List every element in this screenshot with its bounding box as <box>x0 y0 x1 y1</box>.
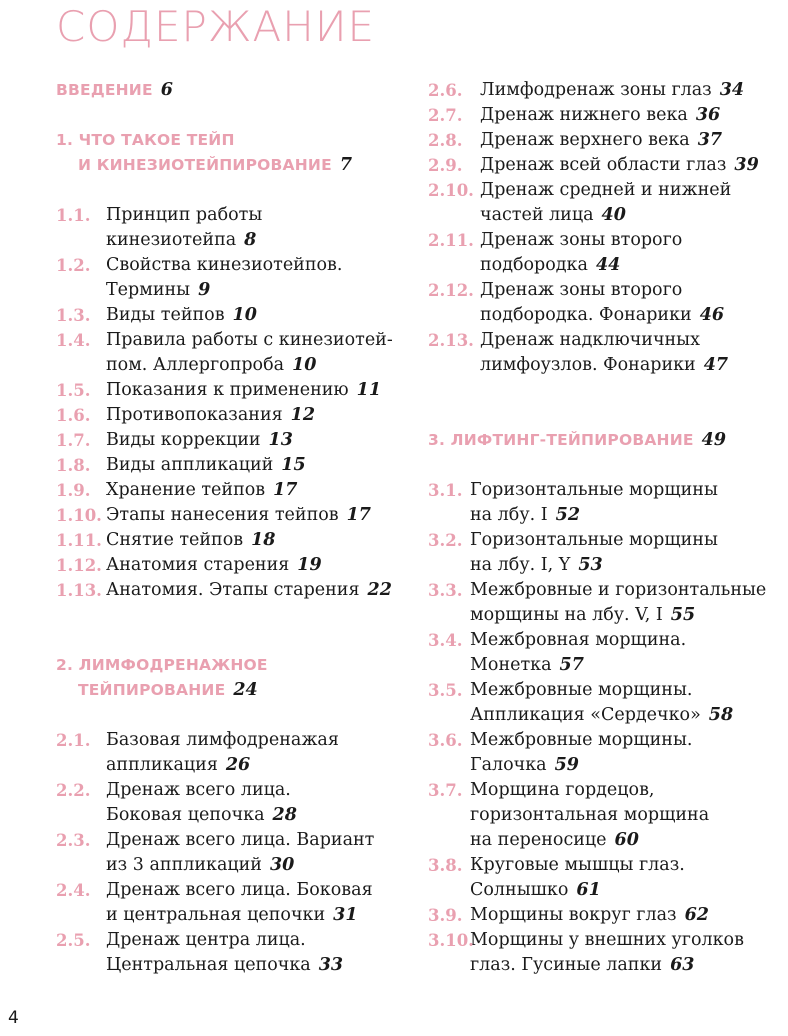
toc-page-number: 26 <box>225 755 251 775</box>
toc-entry[interactable] <box>428 328 783 378</box>
toc-entry-line <box>428 353 783 378</box>
toc-page-number: 40 <box>601 205 626 225</box>
toc-page-number: 11 <box>356 380 382 400</box>
toc-entry-title: Виды тейпов <box>106 305 225 325</box>
toc-entry-line <box>56 878 401 903</box>
toc-entry[interactable] <box>428 778 783 853</box>
toc-entry[interactable] <box>56 828 401 878</box>
toc-entry-line <box>428 728 783 753</box>
toc-entry-line <box>56 478 401 503</box>
toc-entry-title: аппликация <box>106 755 218 775</box>
toc-section-2-heading[interactable]: 2. ЛИМФОДРЕНАЖНОЕ <box>56 656 268 674</box>
toc-entry-line <box>428 153 783 178</box>
toc-entry-title: пом. Аллергопроба <box>106 355 285 375</box>
toc-entry-title: горизонтальная морщина <box>470 805 710 825</box>
toc-entry-number: 1.10. <box>56 506 102 525</box>
toc-section-2-heading-cont[interactable]: ТЕЙПИРОВАНИЕ 24 <box>78 680 258 700</box>
toc-entry-line <box>428 503 783 528</box>
toc-entry-title: Межбровная морщина. <box>470 630 687 650</box>
toc-entry-number: 1.7. <box>56 431 91 450</box>
toc-entry-title: Дренаж всего лица. Вариант <box>106 830 375 850</box>
toc-entry-line <box>428 878 783 903</box>
toc-entry-line <box>56 228 401 253</box>
toc-page-number: 19 <box>297 555 322 575</box>
toc-page-number: 61 <box>576 880 601 900</box>
toc-entry-line <box>428 753 783 778</box>
toc-entry-title: Правила работы с кинезиотей- <box>106 330 393 350</box>
page-number: 4 <box>8 1008 19 1028</box>
toc-entry-number: 3.2. <box>428 531 463 550</box>
toc-entry[interactable] <box>56 328 401 378</box>
toc-entry-title: Дренаж зоны второго <box>480 280 683 300</box>
page-title: СОДЕРЖАНИЕ <box>56 2 376 51</box>
toc-entry[interactable] <box>56 253 401 303</box>
toc-page-number: 8 <box>244 230 257 250</box>
toc-entry-number: 1.6. <box>56 406 91 425</box>
toc-entry-title: морщины на лбу. V, I <box>470 605 663 625</box>
toc-page-number: 59 <box>554 755 579 775</box>
toc-page-number: 17 <box>273 480 298 500</box>
toc-entry-number: 1.13. <box>56 581 102 600</box>
toc-entry-title: Морщина гордецов, <box>470 780 655 800</box>
toc-section-1-heading-cont[interactable]: И КИНЕЗИОТЕЙПИРОВАНИЕ 7 <box>78 155 353 175</box>
toc-entry-line <box>56 903 401 928</box>
toc-entry-line <box>56 378 401 403</box>
toc-entry-title: Анатомия. Этапы старения <box>106 580 360 600</box>
toc-entry-line <box>56 728 401 753</box>
toc-entry-number: 2.9. <box>428 156 463 175</box>
toc-entry[interactable] <box>56 378 401 403</box>
toc-entry-line <box>428 78 783 103</box>
toc-intro-label: ВВЕДЕНИЕ <box>56 81 153 99</box>
toc-entry-number: 3.3. <box>428 581 463 600</box>
toc-entry-line <box>428 478 783 503</box>
toc-entry-number: 3.1. <box>428 481 463 500</box>
toc-entry-number: 2.3. <box>56 831 91 850</box>
toc-entry-title: Горизонтальные морщины <box>470 480 718 500</box>
toc-entry[interactable] <box>428 853 783 903</box>
toc-entry[interactable] <box>56 578 401 603</box>
toc-entry[interactable] <box>428 103 783 128</box>
toc-entry-title: Дренаж зоны второго <box>480 230 683 250</box>
toc-entry-number: 2.6. <box>428 81 463 100</box>
toc-entry[interactable] <box>56 303 401 328</box>
toc-entry-line <box>428 303 783 328</box>
toc-page-number: 57 <box>559 655 584 675</box>
toc-page-number: 10 <box>292 355 317 375</box>
toc-entry-line <box>428 578 783 603</box>
toc-page-number: 7 <box>339 155 353 175</box>
toc-entry[interactable] <box>56 503 401 528</box>
toc-entry[interactable] <box>428 578 783 628</box>
toc-entry-number: 2.8. <box>428 131 463 150</box>
toc-entry-line <box>56 553 401 578</box>
toc-entry[interactable] <box>428 278 783 328</box>
toc-page-number: 28 <box>272 805 297 825</box>
toc-page-number: 18 <box>251 530 276 550</box>
toc-entry-line <box>428 928 783 953</box>
toc-page-number: 46 <box>699 305 725 325</box>
toc-page-number: 34 <box>719 80 745 100</box>
toc-entry-title: Боковая цепочка <box>106 805 265 825</box>
toc-page-number: 30 <box>269 855 295 875</box>
toc-column-left <box>56 78 401 978</box>
toc-entry-title: на лбу. I, Y <box>470 555 571 575</box>
toc-page-number: 17 <box>346 505 371 525</box>
toc-entry-title: Свойства кинезиотейпов. <box>106 255 343 275</box>
toc-entry-number: 1.9. <box>56 481 91 500</box>
toc-entry-number: 2.1. <box>56 731 91 750</box>
toc-entry[interactable] <box>56 878 401 928</box>
toc-section-3-items <box>428 478 783 978</box>
toc-page-number: 47 <box>703 355 729 375</box>
toc-entry-title: Аппликация «Сердечко» <box>470 705 701 725</box>
toc-entry-line <box>428 278 783 303</box>
toc-entry-title: Морщины у внешних уголков <box>470 930 744 950</box>
toc-entry-title: Принцип работы <box>106 205 263 225</box>
toc-entry-number: 1.3. <box>56 306 91 325</box>
toc-page-number: 12 <box>290 405 316 425</box>
toc-entry[interactable] <box>56 553 401 578</box>
toc-entry-line <box>428 178 783 203</box>
toc-entry-title: Дренаж средней и нижней <box>480 180 732 200</box>
toc-entry-number: 2.4. <box>56 881 91 900</box>
toc-page-number: 58 <box>708 705 734 725</box>
toc-entry[interactable] <box>428 903 783 928</box>
toc-entry[interactable] <box>56 928 401 978</box>
toc-section-2-items-left <box>56 728 401 978</box>
toc-entry-line <box>428 528 783 553</box>
toc-page-number: 55 <box>670 605 696 625</box>
toc-entry-line <box>56 453 401 478</box>
toc-entry-title: Дренаж центра лица. <box>106 930 306 950</box>
toc-entry-title: Снятие тейпов <box>106 530 244 550</box>
toc-page-number: 22 <box>367 580 392 600</box>
toc-entry-number: 3.7. <box>428 781 463 800</box>
toc-page-number: 6 <box>160 80 173 100</box>
toc-entry-line <box>56 403 401 428</box>
toc-entry-line <box>428 903 783 928</box>
toc-entry-title: на лбу. I <box>470 505 548 525</box>
toc-intro[interactable] <box>56 78 401 103</box>
toc-entry[interactable] <box>56 403 401 428</box>
toc-page-number: 36 <box>695 105 721 125</box>
toc-entry-title: частей лица <box>480 205 594 225</box>
toc-entry-line <box>428 253 783 278</box>
toc-entry-line <box>56 253 401 278</box>
toc-entry-line <box>56 528 401 553</box>
toc-entry-title: Дренаж всего лица. Боковая <box>106 880 373 900</box>
toc-entry-line <box>56 928 401 953</box>
toc-entry-title: подбородка <box>480 255 588 275</box>
toc-entry-title: Противопоказания <box>106 405 283 425</box>
toc-entry-number: 2.2. <box>56 781 91 800</box>
toc-section-3-heading[interactable]: 3. ЛИФТИНГ-ТЕЙПИРОВАНИЕ 49 <box>428 430 727 450</box>
toc-entry-number: 3.6. <box>428 731 463 750</box>
toc-page-number: 52 <box>555 505 581 525</box>
toc-entry-line <box>56 278 401 303</box>
toc-entry-title: Термины <box>106 280 191 300</box>
toc-entry-line <box>428 603 783 628</box>
toc-page-number: 60 <box>614 830 639 850</box>
toc-entry-title: Виды коррекции <box>106 430 261 450</box>
toc-entry-title: Дренаж нижнего века <box>480 105 688 125</box>
toc-page-number: 44 <box>595 255 621 275</box>
toc-entry-title: Лимфодренаж зоны глаз <box>480 80 712 100</box>
toc-entry-title: из 3 аппликаций <box>106 855 262 875</box>
toc-entry[interactable] <box>428 128 783 153</box>
toc-entry-line <box>56 828 401 853</box>
toc-entry-title: Базовая лимфодренажая <box>106 730 339 750</box>
toc-entry-line <box>428 203 783 228</box>
toc-section-2-items-right <box>428 78 783 378</box>
toc-entry-line <box>428 678 783 703</box>
toc-entry[interactable] <box>428 728 783 778</box>
toc-entry-title: Дренаж всей области глаз <box>480 155 727 175</box>
toc-entry-number: 1.12. <box>56 556 102 575</box>
toc-entry-title: Дренаж всего лица. <box>106 780 291 800</box>
toc-entry-number: 2.7. <box>428 106 463 125</box>
toc-entry-number: 3.8. <box>428 856 463 875</box>
toc-entry-title: и центральная цепочки <box>106 905 326 925</box>
toc-entry[interactable] <box>428 628 783 678</box>
toc-entry[interactable] <box>56 428 401 453</box>
toc-entry-line <box>428 228 783 253</box>
toc-entry[interactable] <box>56 478 401 503</box>
toc-entry-title: Виды аппликаций <box>106 455 274 475</box>
toc-entry-number: 2.5. <box>56 931 91 950</box>
toc-entry-line <box>428 653 783 678</box>
toc-entry-line <box>428 828 783 853</box>
toc-entry-line <box>56 203 401 228</box>
toc-entry-title: глаз. Гусиные лапки <box>470 955 663 975</box>
toc-entry-title: Межбровные морщины. <box>470 680 693 700</box>
toc-entry-line <box>428 128 783 153</box>
toc-entry-line <box>428 953 783 978</box>
toc-page-number: 62 <box>684 905 709 925</box>
toc-entry-title: Дренаж верхнего века <box>480 130 690 150</box>
toc-entry-line <box>56 328 401 353</box>
toc-entry-title: Показания к применению <box>106 380 349 400</box>
toc-entry-title: Анатомия старения <box>106 555 290 575</box>
toc-page-number: 33 <box>318 955 344 975</box>
toc-entry-title: Круговые мышцы глаз. <box>470 855 685 875</box>
toc-entry[interactable] <box>56 453 401 478</box>
toc-page-number: 24 <box>233 680 258 700</box>
toc-entry-number: 1.5. <box>56 381 91 400</box>
toc-page-number: 49 <box>701 430 727 450</box>
toc-entry[interactable] <box>428 478 783 528</box>
toc-entry-title: Центральная цепочка <box>106 955 311 975</box>
toc-entry-number: 1.1. <box>56 206 91 225</box>
toc-entry-title: Хранение тейпов <box>106 480 266 500</box>
toc-entry-title: Монетка <box>470 655 552 675</box>
toc-entry-number: 1.11. <box>56 531 102 550</box>
toc-entry-line <box>56 503 401 528</box>
toc-entry-line <box>428 853 783 878</box>
toc-entry-title: лимфоузлов. Фонарики <box>480 355 696 375</box>
toc-entry-number: 1.4. <box>56 331 91 350</box>
toc-entry-line <box>428 628 783 653</box>
toc-entry-title: Галочка <box>470 755 547 775</box>
toc-entry-line <box>428 103 783 128</box>
toc-entry[interactable] <box>56 528 401 553</box>
toc-entry-number: 3.4. <box>428 631 463 650</box>
toc-page-number: 63 <box>670 955 695 975</box>
toc-entry-number: 2.11. <box>428 231 474 250</box>
toc-entry-number: 2.12. <box>428 281 474 300</box>
toc-entry-title: кинезиотейпа <box>106 230 237 250</box>
toc-entry-line <box>428 328 783 353</box>
toc-entry-number: 1.8. <box>56 456 91 475</box>
toc-entry-line <box>428 803 783 828</box>
toc-entry-number: 3.10. <box>428 931 474 950</box>
toc-page-number: 37 <box>697 130 723 150</box>
toc-entry-title: Морщины вокруг глаз <box>470 905 677 925</box>
toc-page-number: 31 <box>333 905 358 925</box>
toc-section-1-items <box>56 203 401 603</box>
toc-entry-line <box>56 853 401 878</box>
toc-entry-line <box>56 803 401 828</box>
toc-entry[interactable] <box>428 228 783 278</box>
toc-page-number: 13 <box>268 430 293 450</box>
toc-entry-title: Солнышко <box>470 880 569 900</box>
toc-entry-title: подбородка. Фонарики <box>480 305 692 325</box>
toc-entry-title: Этапы нанесения тейпов <box>106 505 339 525</box>
toc-entry-title: Межбровные морщины. <box>470 730 693 750</box>
toc-column-right <box>428 78 783 978</box>
toc-entry-title: на переносице <box>470 830 607 850</box>
toc-entry-number: 2.13. <box>428 331 474 350</box>
toc-entry-line <box>428 778 783 803</box>
toc-entry[interactable] <box>56 203 401 253</box>
toc-entry-line <box>56 753 401 778</box>
toc-entry[interactable] <box>428 178 783 228</box>
toc-entry-title: Межбровные и горизонтальные <box>470 580 767 600</box>
toc-entry-line <box>56 428 401 453</box>
toc-page-number: 9 <box>198 280 211 300</box>
toc-entry-line <box>428 553 783 578</box>
toc-page-number: 15 <box>281 455 306 475</box>
toc-entry[interactable] <box>56 728 401 778</box>
toc-entry-line <box>56 953 401 978</box>
toc-entry[interactable] <box>428 78 783 103</box>
toc-section-1-heading[interactable]: 1. ЧТО ТАКОЕ ТЕЙП <box>56 131 235 149</box>
toc-entry[interactable] <box>428 678 783 728</box>
toc-entry-line <box>56 578 401 603</box>
toc-entry-line <box>56 353 401 378</box>
toc-entry-number: 1.2. <box>56 256 91 275</box>
toc-entry[interactable] <box>56 778 401 828</box>
toc-entry-number: 3.9. <box>428 906 463 925</box>
toc-entry-line <box>56 303 401 328</box>
toc-page-number: 53 <box>578 555 603 575</box>
toc-entry-line <box>56 778 401 803</box>
toc-page-number: 10 <box>232 305 257 325</box>
toc-entry[interactable] <box>428 928 783 978</box>
toc-entry-number: 3.5. <box>428 681 463 700</box>
toc-entry-number: 2.10. <box>428 181 474 200</box>
toc-entry-title: Горизонтальные морщины <box>470 530 718 550</box>
toc-entry[interactable] <box>428 528 783 578</box>
toc-page-number: 39 <box>734 155 759 175</box>
toc-entry-line <box>428 703 783 728</box>
toc-entry-title: Дренаж надключичных <box>480 330 700 350</box>
toc-entry[interactable] <box>428 153 783 178</box>
